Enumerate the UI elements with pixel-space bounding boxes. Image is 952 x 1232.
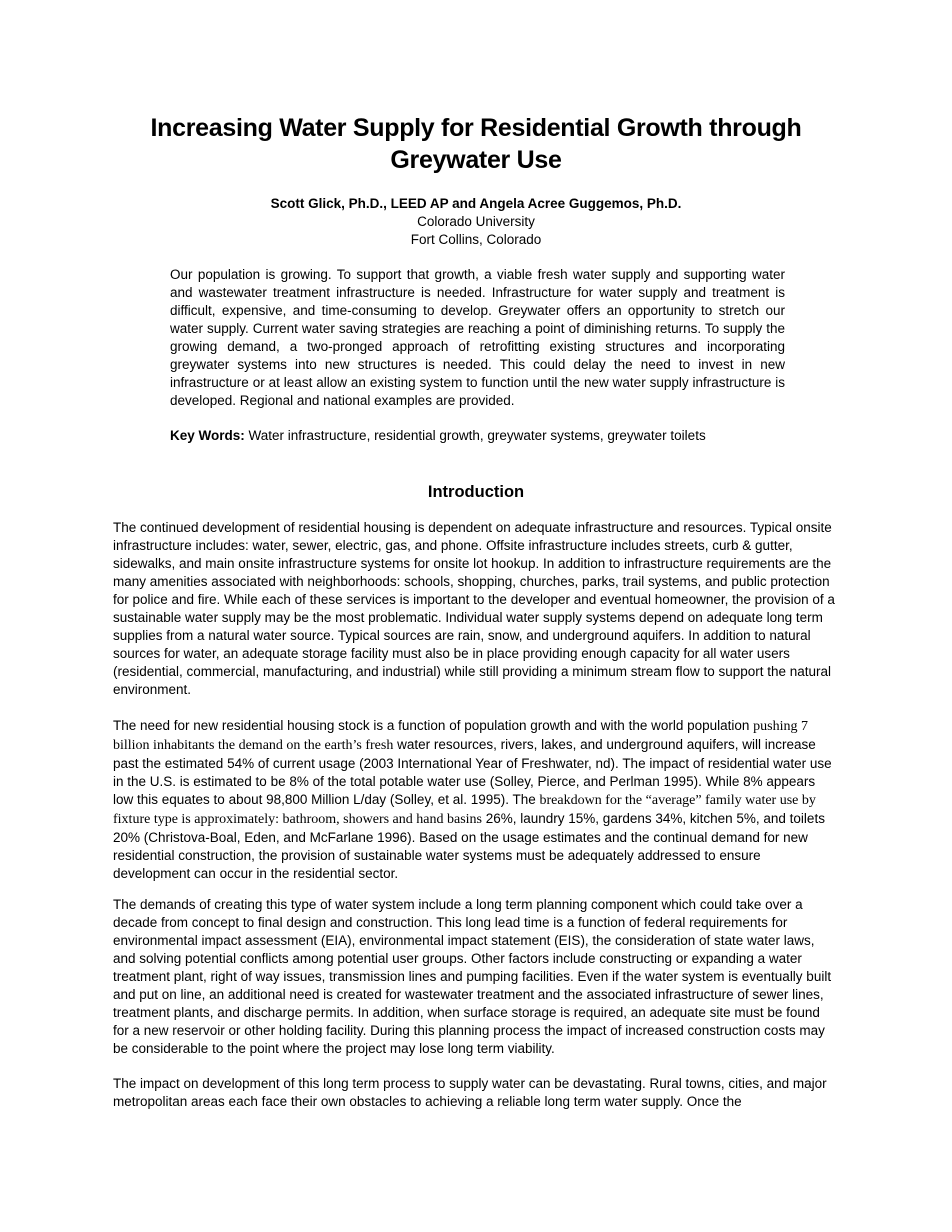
author-location: Fort Collins, Colorado: [410, 232, 542, 247]
author-names: Scott Glick, Ph.D., LEED AP and Angela Acree Guggemos, Ph.D.: [270, 196, 682, 211]
intro-paragraph-2-part-b: water resources, rivers, lakes, and underground aquifers, will increase past the estimated 54% of current usage (2003 International Year of Freshwater, nd). The impact of residential water use in the U.S. is estimated to be 8% of the total potable water use (Solley, Pierce, and Perlman 1995). While 8% appears low this equates to about 98,800 Million L/day (Solley, et al. 1995). The: [113, 737, 832, 807]
intro-paragraph-2: [113, 717, 837, 883]
intro-paragraph-2-part-a: The need for new residential housing stock is a function of population growth and with the world population: [113, 718, 754, 733]
intro-paragraph-2-serif-2: breakdown for the “average” family water use by fixture type is approximately: bathroom, showers and hand basins: [113, 793, 816, 827]
intro-paragraph-1: The continued development of residential housing is dependent on adequate infrastructure and resources. Typical onsite infrastructure includes: water, sewer, electric, gas, and phone. Offsite infrastructure includes streets, curb & gutter, sidewalks, and main onsite infrastructure systems for onsite lot hookup. In addition to infrastructure requirements are the many amenities associated with neighborhoods: schools, shopping, churches, parks, trail systems, and public protection for police and fire. While each of these services is important to the developer and eventual homeowner, the provision of a sustainable water supply may be the most problematic. Individual water supply systems depend on adequate long term supplies from a natural water source. Typical sources are rain, snow, and underground aquifers. In addition to natural sources for water, an adequate storage facility must also be in place providing enough capacity for all water users (residential, commercial, manufacturing, and industrial) while still providing a minimum stream flow to support the natural environment.: [113, 520, 835, 697]
intro-paragraph-4: The impact on development of this long term process to supply water can be devastating. Rural towns, cities, and major metropolitan areas each face their own obstacles to achieving a reliable long term water supply. Once the: [113, 1076, 827, 1109]
abstract: Our population is growing. To support that growth, a viable fresh water supply and supporting water and wastewater treatment infrastructure is needed. Infrastructure for water supply and treatment is difficult, expensive, and time-consuming to develop. Greywater offers an opportunity to stretch our water supply. Current water saving strategies are reaching a point of diminishing returns. To supply the growing demand, a two-pronged approach of retrofitting existing structures and incorporating greywater systems into new structures is needed. This could delay the need to invest in new infrastructure or at least allow an existing system to function until the new water supply infrastructure is developed. Regional and national examples are provided.: [170, 267, 785, 408]
author-block: [112, 195, 840, 249]
keywords: [170, 427, 785, 445]
intro-paragraph-2-part-c: 26%, laundry 15%, gardens 34%, kitchen 5%, and toilets 20% (Christova-Boal, Eden, and McFarlane 1996). Based on the usage estimates and the continual demand for new residential construction, the provision of sustainable water systems must be adequately addressed to ensure development can occur in the residential sector.: [113, 811, 825, 881]
section-heading-introduction: Introduction: [427, 483, 525, 501]
keywords-label: Key Words:: [170, 428, 245, 443]
keywords-text: Water infrastructure, residential growth, greywater systems, greywater toilets: [248, 428, 706, 443]
intro-paragraph-2-serif-1: pushing 7 billion inhabitants the demand on the earth’s fresh: [113, 719, 808, 753]
paper-title: Increasing Water Supply for Residential Growth through Greywater Use: [150, 114, 802, 174]
intro-paragraph-3: The demands of creating this type of water system include a long term planning component which could take over a decade from concept to final design and construction. This long lead time is a function of federal requirements for environmental impact assessment (EIA), environmental impact statement (EIS), the consideration of state water laws, and solving potential conflicts among potential user groups. Other factors include constructing or expanding a water treatment plant, right of way issues, transmission lines and pumping facilities. Even if the water system is eventually built and put on line, an additional need is created for wastewater treatment and the associated infrastructure of sewer lines, treatment plants, and discharge permits. In addition, when surface storage is required, an adequate site must be found for a new reservoir or other holding facility. During this planning process the impact of increased construction costs may be considerable to the point where the project may lose long term viability.: [113, 897, 832, 1056]
author-affiliation: Colorado University: [417, 214, 535, 229]
